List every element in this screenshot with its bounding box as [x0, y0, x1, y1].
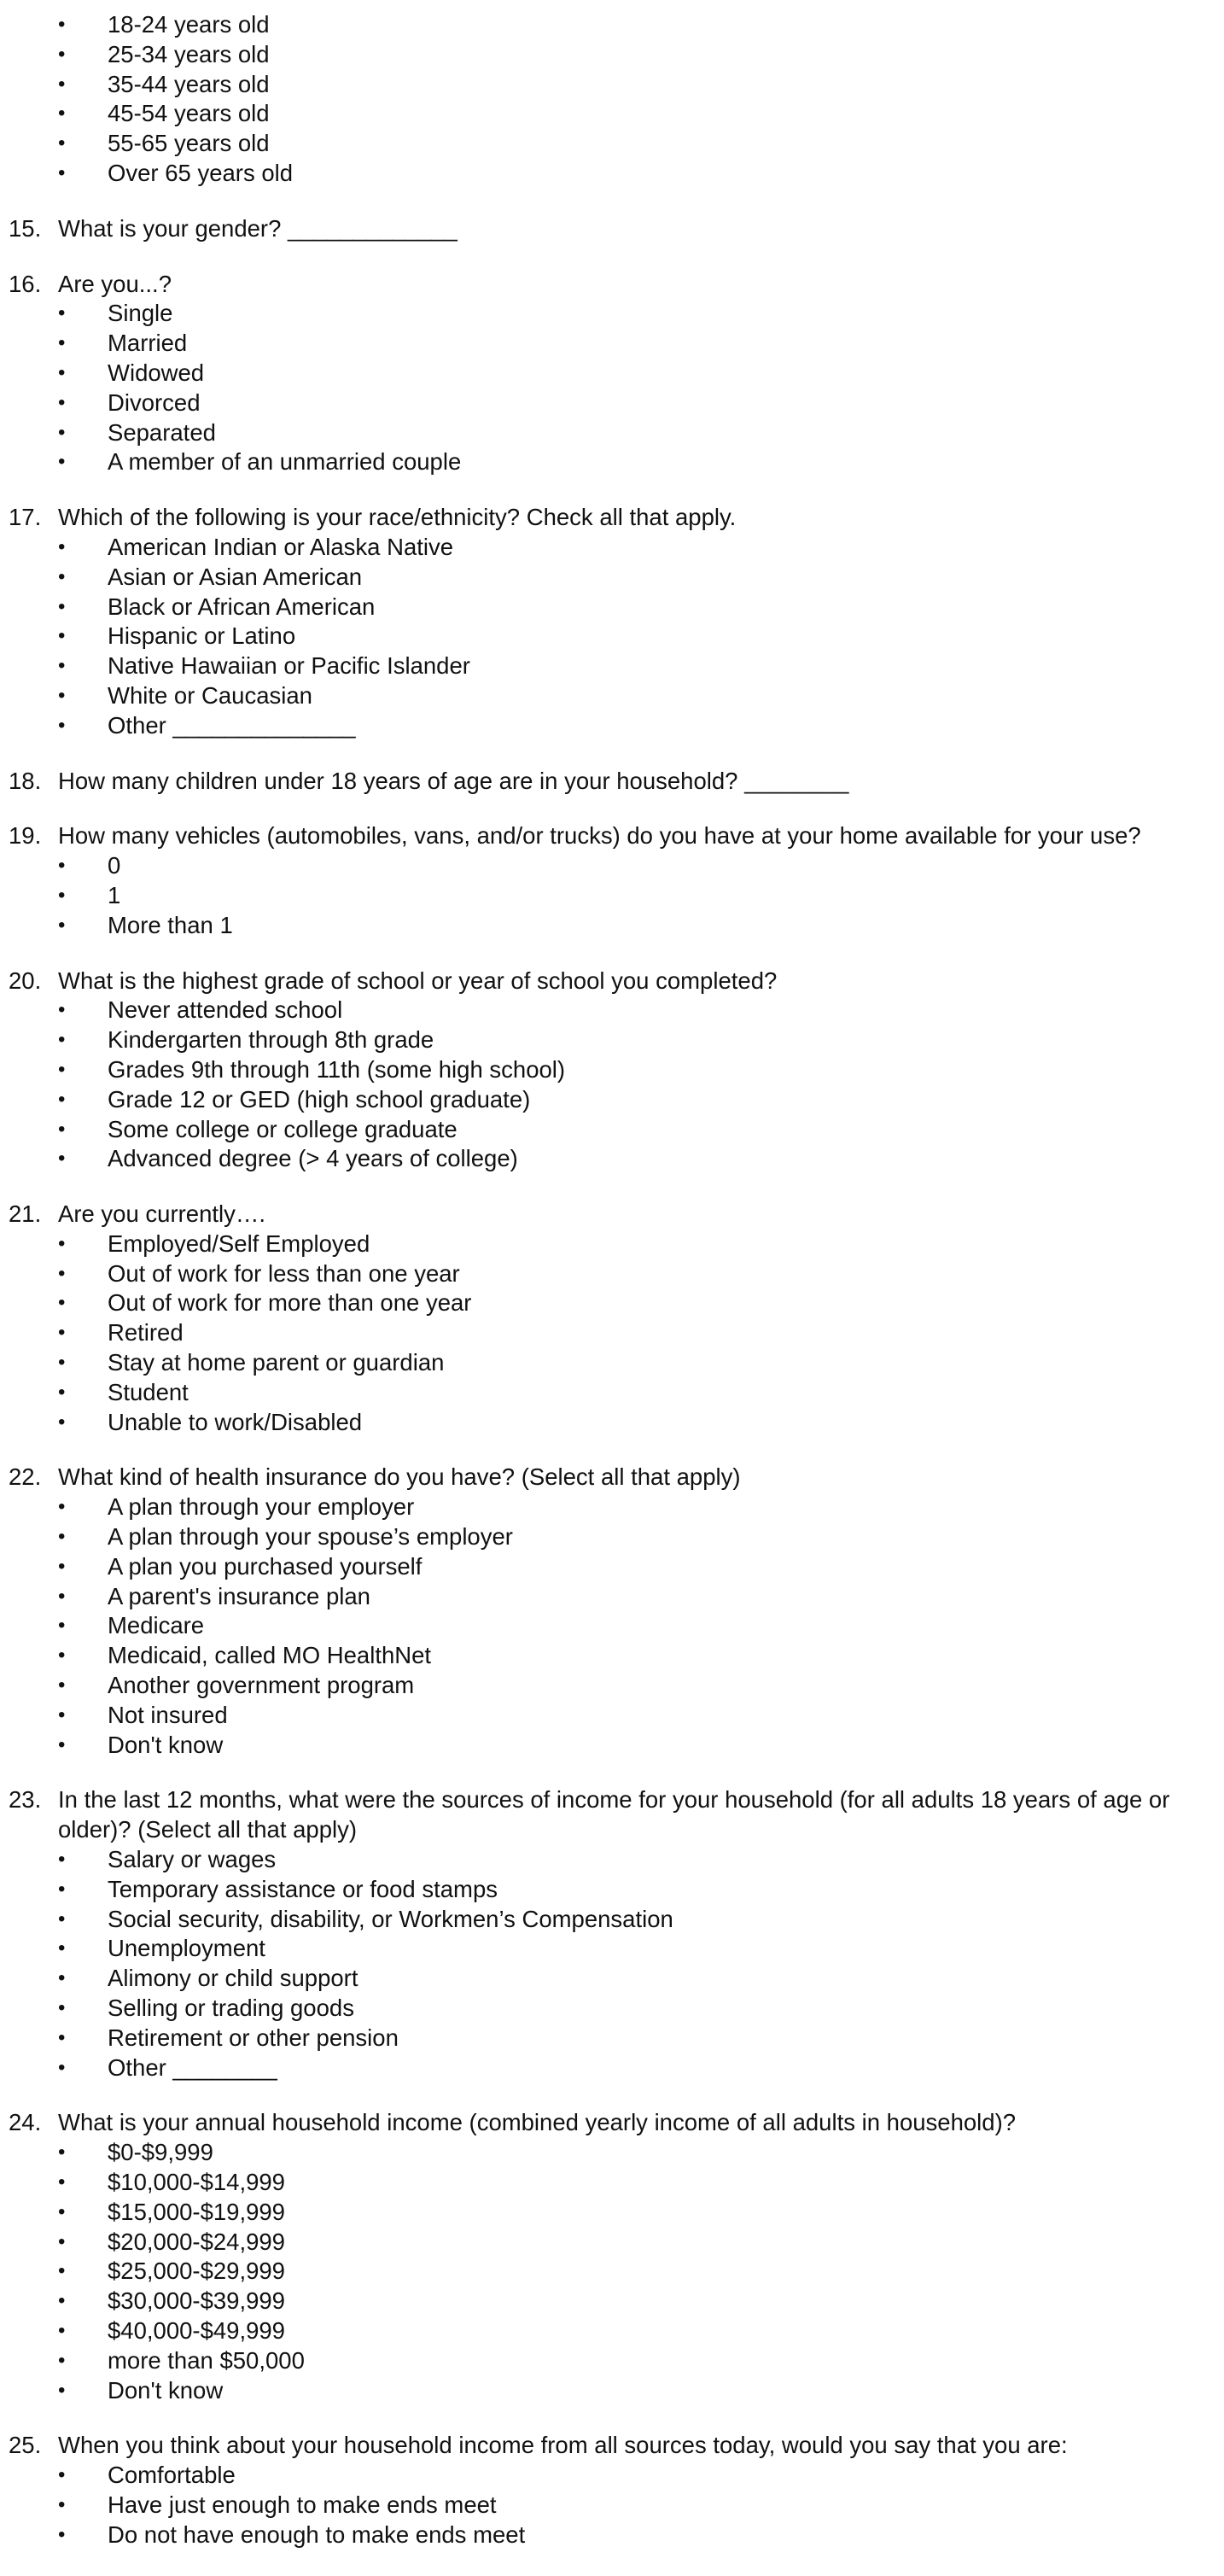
- bullet-icon: •: [58, 1147, 66, 1171]
- question-line: [0, 503, 1224, 533]
- question-23: [0, 1785, 1224, 2082]
- answer-option[interactable]: [0, 1378, 1224, 1408]
- answer-option[interactable]: [0, 851, 1224, 881]
- bullet-icon: •: [58, 13, 66, 36]
- option-label: Student: [108, 1378, 189, 1405]
- answer-option[interactable]: [0, 1994, 1224, 2024]
- answer-option[interactable]: [0, 1230, 1224, 1259]
- option-label: Over 65 years old: [108, 159, 294, 186]
- option-label: Temporary assistance or food stamps: [108, 1875, 498, 1902]
- option-label: Unable to work/Disabled: [108, 1408, 363, 1435]
- answer-option[interactable]: [0, 2316, 1224, 2346]
- question-line: [0, 2108, 1224, 2138]
- answer-option[interactable]: [0, 1582, 1224, 1612]
- option-label: 55-65 years old: [108, 130, 270, 157]
- bullet-icon: •: [58, 2141, 66, 2164]
- bullet-icon: •: [58, 1996, 66, 2020]
- bullet-icon: •: [58, 131, 66, 155]
- bullet-icon: •: [58, 2463, 66, 2487]
- question-number: 24.: [9, 2109, 42, 2136]
- bullet-icon: •: [58, 2289, 66, 2313]
- answer-option[interactable]: [0, 911, 1224, 941]
- answer-option[interactable]: [0, 359, 1224, 388]
- question-text: Are you...?: [58, 270, 172, 297]
- answer-option[interactable]: [0, 388, 1224, 418]
- option-label: A parent's insurance plan: [108, 1582, 370, 1609]
- answer-option[interactable]: [0, 129, 1224, 159]
- option-label: $10,000-$14,999: [108, 2169, 285, 2195]
- bullet-icon: •: [58, 360, 66, 384]
- bullet-icon: •: [58, 2199, 66, 2223]
- option-label: Single: [108, 300, 173, 327]
- bullet-icon: •: [58, 1117, 66, 1141]
- question-18: [0, 767, 1224, 797]
- question-17: [0, 503, 1224, 740]
- bullet-icon: •: [58, 1732, 66, 1756]
- bullet-icon: •: [58, 2170, 66, 2193]
- survey-document: [0, 10, 1224, 2576]
- answer-option[interactable]: [0, 418, 1224, 448]
- bullet-icon: •: [58, 2259, 66, 2283]
- option-label: 45-54 years old: [108, 100, 270, 127]
- question-text: What kind of health insurance do you have? (Select all that apply): [58, 1463, 741, 1491]
- answer-option[interactable]: [0, 1318, 1224, 1348]
- bullet-icon: •: [58, 1703, 66, 1726]
- option-label: Salary or wages: [108, 1846, 277, 1873]
- option-label: Other ________: [108, 2053, 277, 2081]
- answer-option[interactable]: [0, 533, 1224, 563]
- option-label: Black or African American: [108, 593, 376, 620]
- option-label: Don't know: [108, 1731, 224, 1758]
- question-number: 22.: [9, 1463, 42, 1491]
- question-text: Are you currently….: [58, 1200, 266, 1228]
- bullet-icon: •: [58, 1087, 66, 1111]
- answer-option[interactable]: [0, 2287, 1224, 2316]
- option-label: Medicaid, called MO HealthNet: [108, 1642, 432, 1669]
- questions-list: [0, 214, 1224, 2550]
- bullet-icon: •: [58, 1380, 66, 1404]
- answer-option[interactable]: [0, 1085, 1224, 1115]
- answer-option[interactable]: [0, 1671, 1224, 1701]
- answer-option[interactable]: [0, 2257, 1224, 2287]
- answer-option[interactable]: [0, 329, 1224, 359]
- option-label: Medicare: [108, 1612, 205, 1639]
- bullet-icon: •: [58, 624, 66, 648]
- option-label: 0: [108, 852, 121, 879]
- answer-option[interactable]: [0, 1288, 1224, 1318]
- answer-option[interactable]: [0, 1115, 1224, 1145]
- age-options-list: [0, 10, 1224, 189]
- answer-option[interactable]: [0, 1641, 1224, 1671]
- option-label: Out of work for more than one year: [108, 1289, 472, 1317]
- question-number: 15.: [9, 214, 42, 242]
- option-label: 35-44 years old: [108, 70, 270, 97]
- bullet-icon: •: [58, 2522, 66, 2546]
- bullet-icon: •: [58, 1554, 66, 1578]
- option-label: Native Hawaiian or Pacific Islander: [108, 652, 470, 680]
- question-line: [0, 967, 1224, 996]
- question-text: What is your annual household income (combined yearly income of all adults in household)?: [58, 2109, 1017, 2136]
- bullet-icon: •: [58, 2378, 66, 2402]
- option-label: Some college or college graduate: [108, 1115, 458, 1142]
- answer-option[interactable]: [0, 1522, 1224, 1552]
- option-label: Hispanic or Latino: [108, 622, 296, 650]
- question-line: [0, 214, 1224, 244]
- bullet-icon: •: [58, 1261, 66, 1285]
- answer-option[interactable]: [0, 651, 1224, 681]
- bullet-icon: •: [58, 1966, 66, 1990]
- bullet-icon: •: [58, 420, 66, 444]
- option-label: $15,000-$19,999: [108, 2198, 285, 2225]
- bullet-icon: •: [58, 390, 66, 414]
- option-label: A plan through your spouse’s employer: [108, 1523, 513, 1551]
- bullet-icon: •: [58, 1231, 66, 1255]
- bullet-icon: •: [58, 534, 66, 558]
- answer-option[interactable]: [0, 593, 1224, 622]
- question-line: [0, 1200, 1224, 1230]
- option-label: Asian or Asian American: [108, 563, 363, 590]
- option-label: A plan you purchased yourself: [108, 1552, 423, 1580]
- bullet-icon: •: [58, 1877, 66, 1901]
- answer-option[interactable]: [0, 1025, 1224, 1055]
- answer-option[interactable]: [0, 1875, 1224, 1905]
- option-label: Do not have enough to make ends meet: [108, 2521, 526, 2548]
- bullet-icon: •: [58, 1057, 66, 1081]
- answer-option[interactable]: [0, 2461, 1224, 2491]
- option-label: $0-$9,999: [108, 2139, 213, 2166]
- bullet-icon: •: [58, 450, 66, 474]
- answer-option[interactable]: [0, 1701, 1224, 1731]
- answer-option[interactable]: [0, 1905, 1224, 1935]
- question-21: [0, 1200, 1224, 1437]
- bullet-icon: •: [58, 713, 66, 737]
- bullet-icon: •: [58, 1936, 66, 1960]
- answer-option[interactable]: [0, 1492, 1224, 1522]
- bullet-icon: •: [58, 1028, 66, 1052]
- answer-option[interactable]: [0, 2168, 1224, 2198]
- question-number: 23.: [9, 1786, 42, 1814]
- question-text: How many vehicles (automobiles, vans, and/or trucks) do you have at your home available for your use?: [58, 822, 1141, 850]
- answer-option[interactable]: [0, 1611, 1224, 1641]
- option-label: Kindergarten through 8th grade: [108, 1026, 434, 1054]
- option-label: 18-24 years old: [108, 11, 270, 38]
- question-text: Which of the following is your race/ethnicity? Check all that apply.: [58, 504, 737, 531]
- bullet-icon: •: [58, 161, 66, 184]
- bullet-icon: •: [58, 331, 66, 355]
- answer-option[interactable]: [0, 1408, 1224, 1438]
- bullet-icon: •: [58, 301, 66, 325]
- option-label: Divorced: [108, 388, 201, 416]
- option-label: Grades 9th through 11th (some high school): [108, 1055, 566, 1083]
- bullet-icon: •: [58, 2348, 66, 2372]
- answer-option[interactable]: [0, 2228, 1224, 2258]
- question-line: [0, 1785, 1224, 1845]
- bullet-icon: •: [58, 683, 66, 707]
- option-label: 1: [108, 881, 121, 908]
- option-label: Stay at home parent or guardian: [108, 1349, 445, 1376]
- bullet-icon: •: [58, 854, 66, 878]
- option-label: American Indian or Alaska Native: [108, 533, 454, 560]
- question-text: What is your gender? _____________: [58, 214, 458, 242]
- bullet-icon: •: [58, 564, 66, 588]
- answer-option[interactable]: [0, 2053, 1224, 2083]
- question-line: [0, 1463, 1224, 1492]
- bullet-icon: •: [58, 72, 66, 96]
- bullet-icon: •: [58, 2025, 66, 2049]
- answer-option[interactable]: [0, 447, 1224, 477]
- question-24: [0, 2108, 1224, 2405]
- answer-option[interactable]: [0, 622, 1224, 651]
- option-label: $30,000-$39,999: [108, 2287, 285, 2315]
- bullet-icon: •: [58, 1321, 66, 1345]
- answer-option[interactable]: [0, 2491, 1224, 2521]
- answer-option[interactable]: [0, 299, 1224, 329]
- question-16: [0, 270, 1224, 478]
- bullet-icon: •: [58, 2492, 66, 2516]
- bullet-icon: •: [58, 2055, 66, 2079]
- option-label: More than 1: [108, 911, 233, 938]
- option-label: more than $50,000: [108, 2346, 305, 2374]
- bullet-icon: •: [58, 42, 66, 66]
- question-line: [0, 270, 1224, 300]
- question-25: [0, 2431, 1224, 2550]
- answer-option[interactable]: [0, 2138, 1224, 2168]
- question-text: In the last 12 months, what were the sources of income for your household (for all adults 18 years of age or older)? (Select all that apply): [58, 1786, 1170, 1843]
- answer-option[interactable]: [0, 681, 1224, 711]
- option-label: Social security, disability, or Workmen’s Compensation: [108, 1905, 673, 1932]
- bullet-icon: •: [58, 1351, 66, 1375]
- answer-option[interactable]: [0, 1845, 1224, 1875]
- bullet-icon: •: [58, 1674, 66, 1697]
- bullet-icon: •: [58, 1495, 66, 1519]
- option-label: Unemployment: [108, 1935, 265, 1962]
- question-text: What is the highest grade of school or year of school you completed?: [58, 967, 778, 994]
- question-15: [0, 214, 1224, 244]
- answer-option[interactable]: [0, 563, 1224, 593]
- bullet-icon: •: [58, 1848, 66, 1872]
- option-label: Married: [108, 330, 188, 357]
- bullet-icon: •: [58, 998, 66, 1022]
- option-label: White or Caucasian: [108, 681, 312, 709]
- answer-option[interactable]: [0, 40, 1224, 70]
- answer-option[interactable]: [0, 1731, 1224, 1761]
- question-line: [0, 821, 1224, 851]
- option-label: Have just enough to make ends meet: [108, 2491, 497, 2518]
- answer-option[interactable]: [0, 70, 1224, 100]
- question-number: 20.: [9, 967, 42, 994]
- answer-option[interactable]: [0, 711, 1224, 741]
- answer-option[interactable]: [0, 1144, 1224, 1174]
- option-label: Another government program: [108, 1672, 415, 1699]
- question-number: 18.: [9, 767, 42, 794]
- answer-option[interactable]: [0, 996, 1224, 1025]
- question-number: 16.: [9, 270, 42, 297]
- answer-option[interactable]: [0, 159, 1224, 189]
- option-label: $40,000-$49,999: [108, 2316, 285, 2344]
- option-label: A plan through your employer: [108, 1493, 415, 1521]
- option-label: Comfortable: [108, 2462, 236, 2489]
- bullet-icon: •: [58, 1291, 66, 1315]
- answer-option[interactable]: [0, 1259, 1224, 1289]
- bullet-icon: •: [58, 102, 66, 126]
- bullet-icon: •: [58, 1410, 66, 1434]
- answer-option[interactable]: [0, 1348, 1224, 1378]
- option-label: A member of an unmarried couple: [108, 448, 462, 476]
- answer-option[interactable]: [0, 1934, 1224, 1964]
- option-label: Other ______________: [108, 711, 356, 739]
- question-20: [0, 967, 1224, 1175]
- option-label: Grade 12 or GED (high school graduate): [108, 1085, 531, 1113]
- answer-option[interactable]: [0, 2346, 1224, 2376]
- bullet-icon: •: [58, 1614, 66, 1638]
- option-label: $20,000-$24,999: [108, 2228, 285, 2255]
- option-label: Selling or trading goods: [108, 1995, 354, 2022]
- option-label: Out of work for less than one year: [108, 1259, 460, 1287]
- question-22: [0, 1463, 1224, 1760]
- answer-option[interactable]: [0, 99, 1224, 129]
- answer-option[interactable]: [0, 881, 1224, 911]
- question-number: 21.: [9, 1200, 42, 1228]
- answer-option[interactable]: [0, 2376, 1224, 2406]
- question-number: 25.: [9, 2432, 42, 2459]
- option-label: Advanced degree (> 4 years of college): [108, 1145, 518, 1172]
- answer-option[interactable]: [0, 1964, 1224, 1994]
- bullet-icon: •: [58, 654, 66, 678]
- bullet-icon: •: [58, 883, 66, 907]
- question-line: [0, 2431, 1224, 2461]
- option-label: Never attended school: [108, 996, 343, 1024]
- question-line: [0, 767, 1224, 797]
- bullet-icon: •: [58, 1644, 66, 1668]
- answer-option[interactable]: [0, 2521, 1224, 2550]
- option-label: Alimony or child support: [108, 1965, 358, 1992]
- question-number: 19.: [9, 822, 42, 850]
- option-label: 25-34 years old: [108, 40, 270, 67]
- question-text: How many children under 18 years of age are in your household? ________: [58, 767, 849, 794]
- bullet-icon: •: [58, 1525, 66, 1549]
- bullet-icon: •: [58, 594, 66, 618]
- option-label: Retirement or other pension: [108, 2024, 399, 2051]
- bullet-icon: •: [58, 1907, 66, 1931]
- question-19: [0, 821, 1224, 940]
- option-label: Retired: [108, 1319, 184, 1346]
- option-label: Separated: [108, 418, 216, 446]
- option-label: Employed/Self Employed: [108, 1230, 370, 1257]
- question-number: 17.: [9, 504, 42, 531]
- answer-option[interactable]: [0, 2024, 1224, 2053]
- bullet-icon: •: [58, 2229, 66, 2253]
- answer-option[interactable]: [0, 2198, 1224, 2228]
- option-label: Don't know: [108, 2376, 224, 2404]
- question-text: When you think about your household income from all sources today, would you say that you are:: [58, 2432, 1068, 2459]
- bullet-icon: •: [58, 913, 66, 937]
- bullet-icon: •: [58, 2318, 66, 2342]
- option-label: Widowed: [108, 359, 205, 386]
- option-label: Not insured: [108, 1701, 228, 1728]
- answer-option[interactable]: [0, 1552, 1224, 1582]
- answer-option[interactable]: [0, 1055, 1224, 1085]
- answer-option[interactable]: [0, 10, 1224, 40]
- bullet-icon: •: [58, 1584, 66, 1608]
- option-label: $25,000-$29,999: [108, 2258, 285, 2285]
